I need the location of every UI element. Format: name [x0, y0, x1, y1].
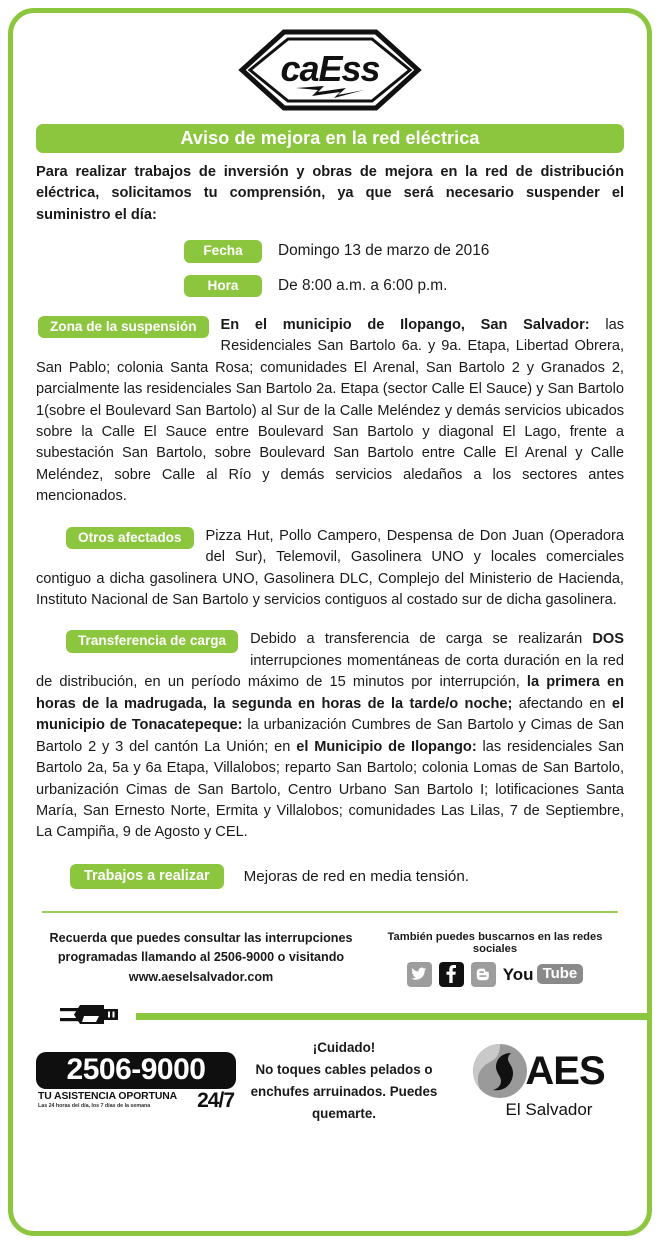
hora-row	[36, 275, 624, 297]
others-text: Pizza Hut, Pollo Campero, Despensa de Don Juan (Operadora del Sur), Telemovil, Gasolinera UNO y locales comerciales contiguo a dicha gasolinera UNO, Gasolinera DLC, Complejo del Ministerio de Hacienda, Instituto Nacional de San Bartolo y servicios contiguos al costado sur de dicha gasolinera.	[36, 527, 624, 608]
banner-title: Aviso de mejora en la red eléctrica	[36, 124, 624, 153]
youtube-icon[interactable]	[503, 964, 584, 984]
transfer-block	[36, 629, 624, 843]
fecha-row	[36, 240, 624, 262]
svg-text:caEss: caEss	[280, 48, 380, 89]
caess-logo	[238, 28, 422, 112]
blogger-b-glyph	[475, 966, 491, 982]
social-section	[366, 929, 624, 987]
others-label: Otros afectados	[66, 527, 194, 549]
hora-label: Hora	[184, 275, 262, 297]
transfer-text-4: la primera en horas de la madrugada, la segunda en horas de la tarde/o noche;	[36, 674, 624, 712]
reminder-text: Recuerda que puedes consultar las interrupciones programadas llamando al 2506-9000 o visitando www.aeselsalvador.com	[49, 930, 353, 984]
youtube-you-text: You	[502, 964, 534, 984]
transfer-text-5: afectando en	[512, 695, 612, 712]
date-time-rows	[36, 240, 624, 296]
caess-logo-wrap	[36, 0, 624, 120]
aes-swirl-icon	[471, 1042, 529, 1100]
safety-warning	[236, 1037, 452, 1124]
warning-text: No toques cables pelados o enchufes arruinados. Puedes quemarte.	[250, 1062, 438, 1121]
warning-title: ¡Cuidado!	[312, 1040, 376, 1056]
youtube-tube-text: Tube	[537, 964, 584, 984]
others-block	[36, 526, 624, 612]
phone-fine-print: Las 24 horas del día, los 7 días de la semana	[38, 1102, 151, 1109]
bottom-row	[36, 1037, 624, 1124]
twitter-bird-glyph	[411, 967, 427, 981]
phone-subtitle-left	[38, 1091, 177, 1109]
hora-value: De 8:00 a.m. a 6:00 p.m.	[278, 276, 448, 294]
aes-wordmark: AES	[525, 1048, 605, 1093]
blogger-icon[interactable]	[471, 962, 496, 987]
transfer-text-1: Debido a transferencia de carga se realizarán	[250, 631, 593, 648]
phone-slogan: TU ASISTENCIA OPORTUNA	[38, 1091, 178, 1103]
footer-divider	[42, 911, 618, 913]
zone-block	[36, 315, 624, 508]
zone-text: las Residenciales San Bartolo 6a. y 9a. Etapa, Libertad Obrera, San Pablo; colonia Santa Rosa; comunidades El Arenal, San Bartolo 2 y Granados 2, parcialmente las residenciales San Bartolo 2a. Etapa (sector Calle El Sauce) y San Bartolo 1(sobre el Boulevard San Bartolo) al Sur de la Calle Meléndez y demás servicios ubicados sobre la Calle El Sauce entre Boulevard San Bartolo y diagonal El Lago, frente a subestación San Bartolo, sobre Boulevard San Bartolo entre Calle El Arenal y Calle Meléndez, sobre Calle al Río y demás servicios aledaños a los sectores antes mencionados.	[36, 316, 624, 505]
footer-info	[36, 929, 624, 988]
plug-icon	[60, 1003, 140, 1027]
facebook-icon[interactable]	[439, 962, 464, 987]
transfer-text-8: el Municipio de Ilopango:	[296, 738, 477, 755]
plug-cord	[136, 1013, 652, 1020]
fecha-label: Fecha	[184, 240, 262, 262]
transfer-text-9: las residenciales San Bartolo 2a, 5a y 6a Etapa, Villalobos; reparto San Bartolo; colonia Lomas de San Bartolo, urbanización Cimas de San Bartolo, Centro Urbano San Bartolo I; lotificaciones Santa María, San Ernesto Norte, Ermita y Villalobos; comunidades Las Lilas, 7 de Septiembre, La Campiña, 9 de Agosto y CEL.	[36, 738, 625, 841]
transfer-label: Transferencia de carga	[66, 630, 238, 652]
social-title: También puedes buscarnos en las redes sociales	[387, 930, 603, 955]
fecha-value: Domingo 13 de marzo de 2016	[278, 242, 490, 260]
facebook-f-glyph	[446, 965, 456, 983]
phone-pill	[36, 1052, 236, 1089]
transfer-text-7: la urbanización Cumbres de San Bartolo y Cimas de San Bartolo 2 y 3 del cantón La Unión; en	[36, 717, 624, 755]
transfer-text-6: el municipio de Tonacatepeque:	[36, 695, 624, 734]
phone-subtitle-row	[36, 1088, 236, 1112]
phone-number: 2506-9000	[66, 1053, 206, 1087]
aes-country: El Salvador	[505, 1100, 593, 1120]
aes-logo	[452, 1042, 624, 1120]
works-row	[36, 864, 624, 889]
transfer-text-2: DOS	[592, 631, 624, 648]
social-icons	[366, 962, 624, 987]
zone-label: Zona de la suspensión	[38, 316, 209, 338]
phone-badge[interactable]	[36, 1052, 236, 1110]
intro-paragraph: Para realizar trabajos de inversión y obras de mejora en la red de distribución eléctrica, solicitamos tu comprensión, ya que será necesario suspender el suministro el día:	[36, 164, 624, 223]
zone-lead: En el municipio de Ilopango, San Salvador:	[220, 316, 590, 333]
transfer-text-3: interrupciones momentáneas de corta duración en la red de distribución, en un período máximo de 15 minutos por interrupción,	[36, 652, 624, 691]
twitter-icon[interactable]	[407, 962, 432, 987]
plug-bar	[36, 1003, 624, 1025]
aes-logo-top	[471, 1042, 604, 1100]
works-label: Trabajos a realizar	[70, 864, 224, 889]
works-value: Mejoras de red en media tensión.	[243, 867, 470, 885]
badge-24-7: 24/7	[197, 1088, 234, 1112]
